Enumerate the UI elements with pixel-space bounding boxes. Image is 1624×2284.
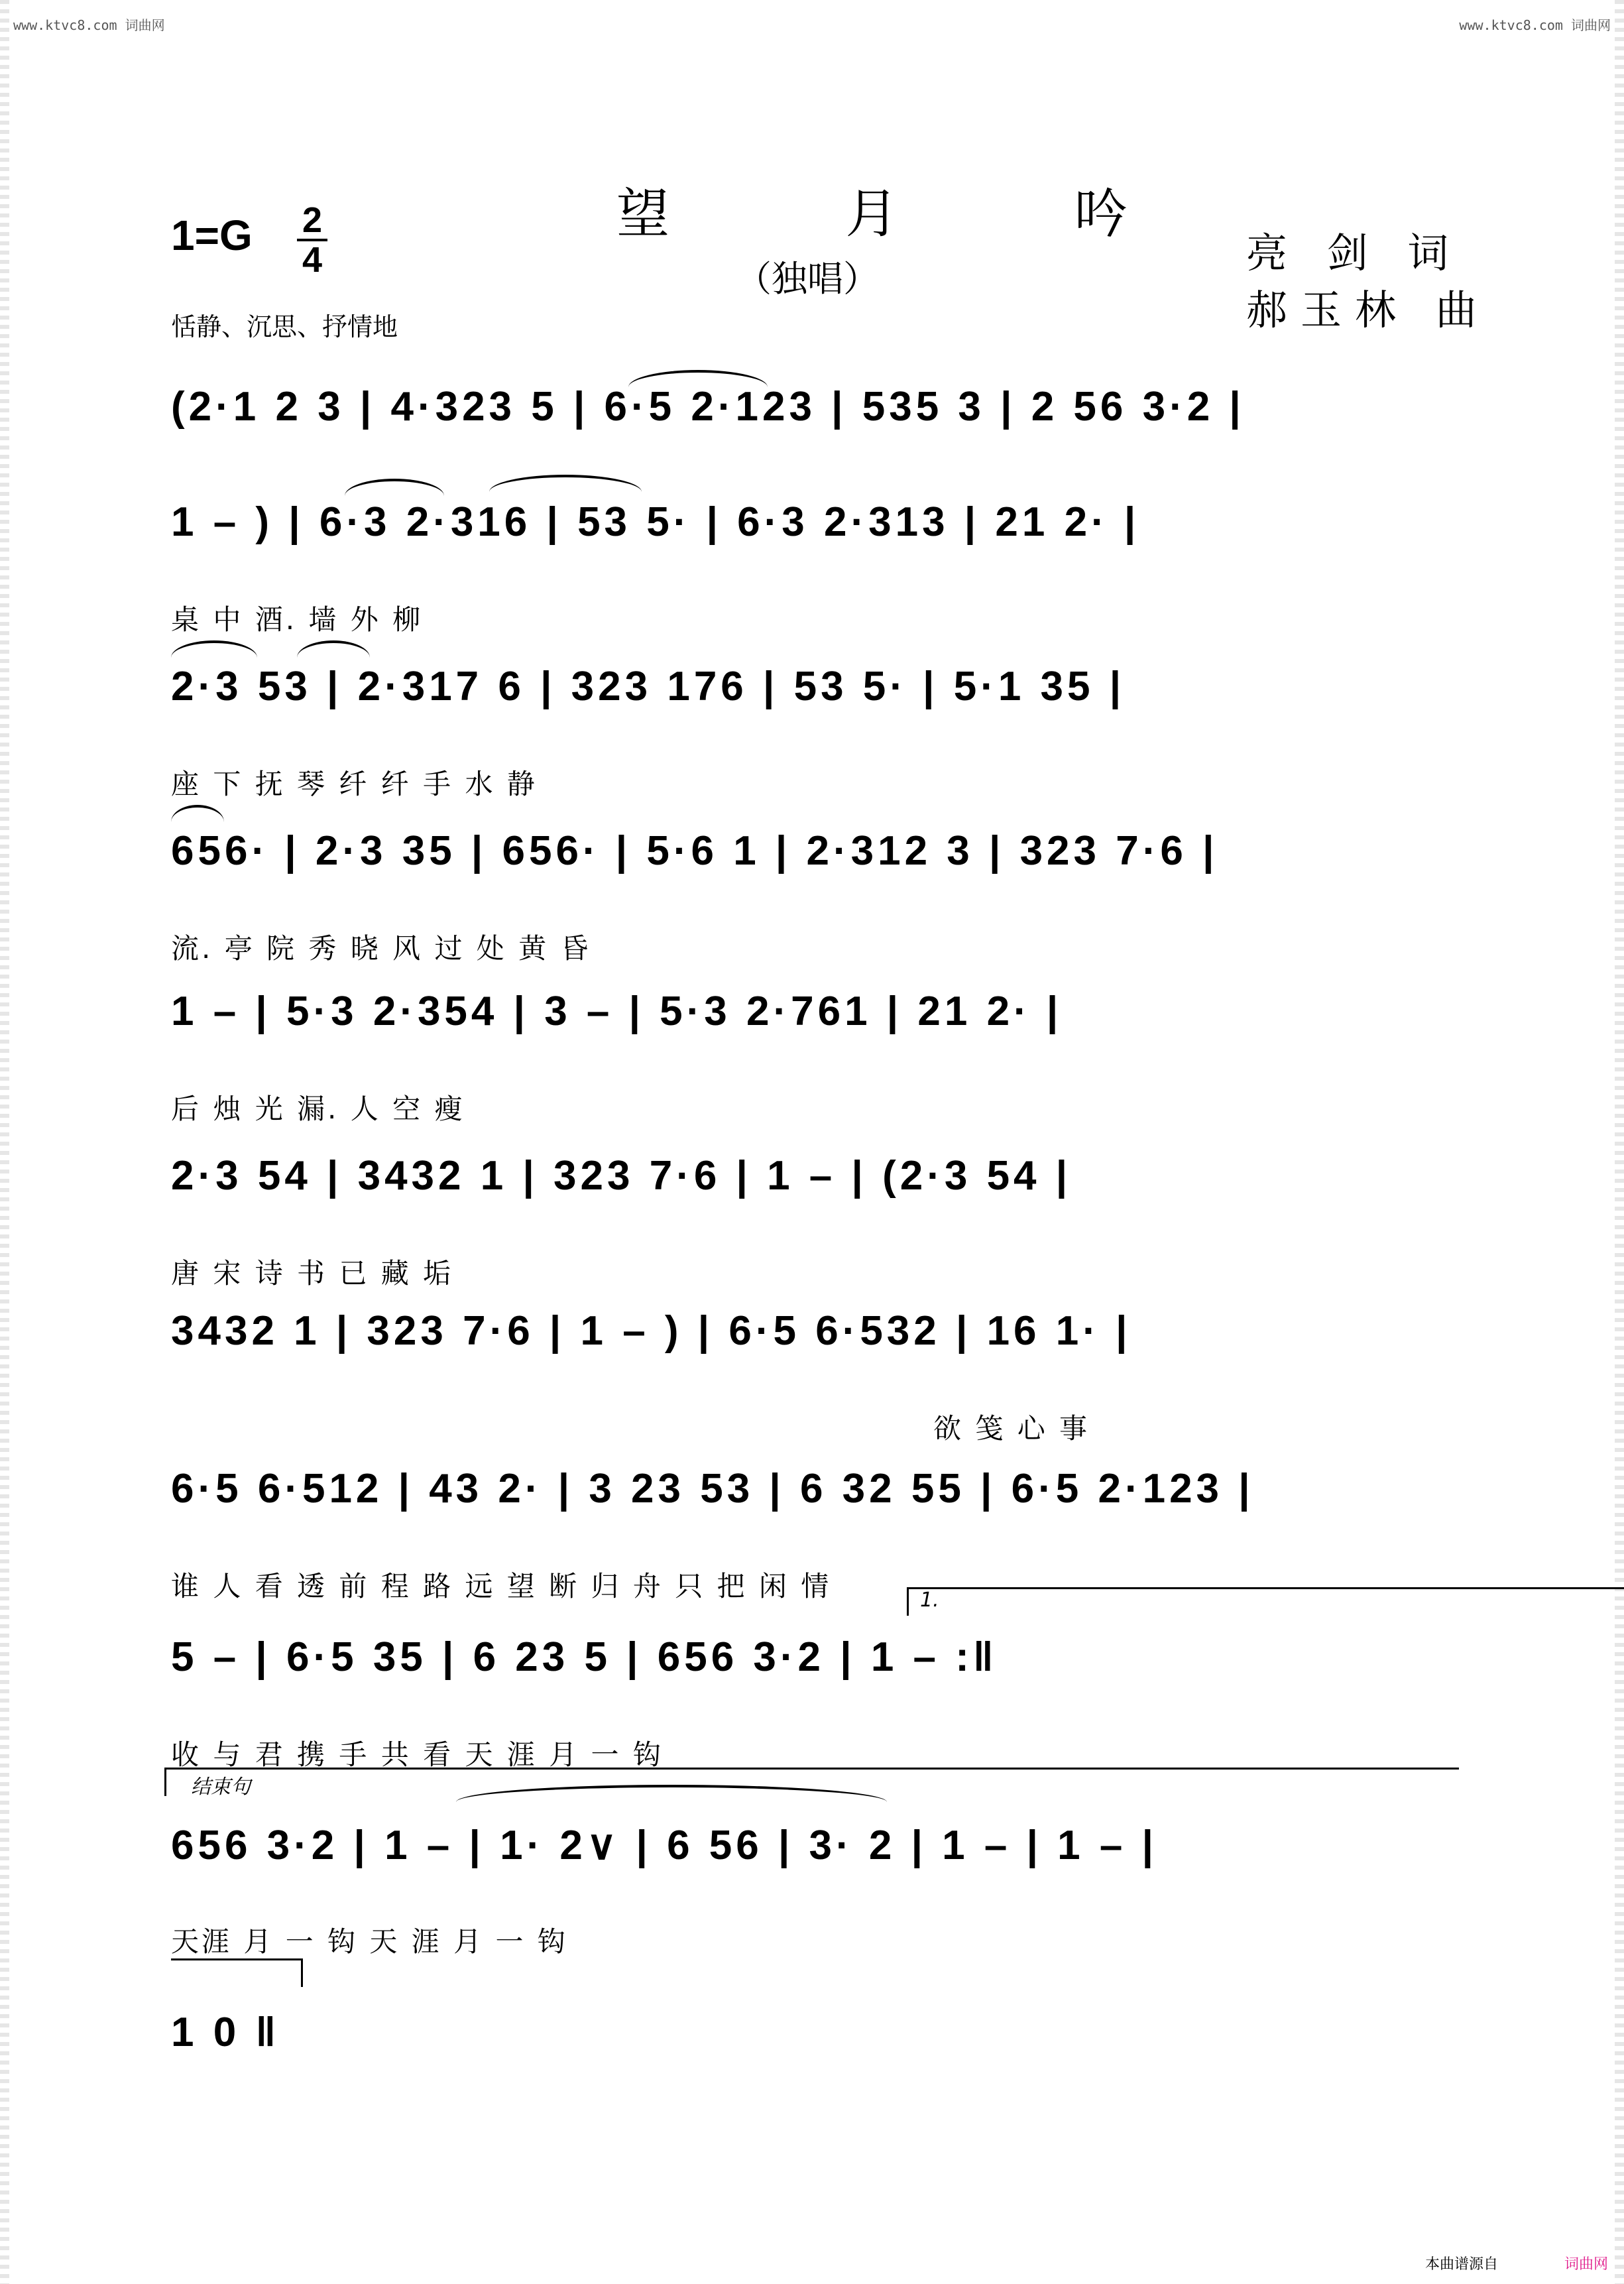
key-signature: 1=G: [171, 211, 253, 259]
row-8-notes: 6·5 6·512 | 43 2· | 3 23 53 | 6 32 55 | 6·5 2·123 |: [171, 1466, 1254, 1512]
row-6-notes: 2·3 54 | 3432 1 | 323 7·6 | 1 – | (2·3 54 |: [171, 1153, 1072, 1199]
tempo-marking: 恬静、沉思、抒情地: [171, 312, 398, 341]
slur: [628, 370, 768, 387]
composer-credit: 郝玉林 曲: [1246, 286, 1490, 334]
row-2-lyrics: 桌 中 酒. 墙 外 柳: [171, 603, 424, 636]
lyricist-credit: 亮 剑 词: [1246, 229, 1462, 277]
coda-bracket: [171, 1958, 303, 1987]
row-10-notes: 656 3·2 | 1 – | 1· 2∨ | 6 56 | 3· 2 | 1 – | 1 – |: [171, 1823, 1157, 1868]
first-ending-bracket: [907, 1587, 1624, 1616]
slur: [171, 640, 257, 658]
header-left: www.ktvc8.com 词曲网: [13, 17, 165, 33]
row-1-notes: (2·1 2 3 | 4·323 5 | 6·5 2·123 | 535 3 | 2 56 3·2 |: [171, 384, 1245, 430]
song-subtitle: （独唱）: [736, 258, 879, 300]
slur: [489, 475, 642, 492]
final-ending-label: 结束句: [191, 1775, 251, 1799]
row-5-notes: 1 – | 5·3 2·354 | 3 – | 5·3 2·761 | 21 2· |: [171, 989, 1063, 1034]
row-3-lyrics: 座 下 抚 琴 纤 纤 手 水 静: [171, 768, 538, 800]
row-3-notes: 2·3 53 | 2·317 6 | 323 176 | 53 5· | 5·1 35 |: [171, 664, 1126, 709]
footer-site[interactable]: 词曲网: [1564, 2256, 1609, 2273]
row-5-lyrics: 后 烛 光 漏. 人 空 瘦: [171, 1093, 465, 1125]
row-6-lyrics: 唐 宋 诗 书 已 藏 垢: [171, 1257, 454, 1290]
slur: [171, 805, 224, 822]
header-right: www.ktvc8.com 词曲网: [1459, 17, 1611, 33]
row-4-lyrics: 流. 亭 院 秀 晓 风 过 处 黄 昏: [171, 932, 591, 965]
row-8-lyrics: 谁 人 看 透 前 程 路 远 望 断 归 舟 只 把 闲 情: [171, 1570, 832, 1602]
row-11-notes: 1 0 ‖: [171, 2010, 280, 2055]
row-9-notes: 5 – | 6·5 35 | 6 23 5 | 656 3·2 | 1 – :‖: [171, 1634, 998, 1680]
row-7-lyrics: 欲 笺 心 事: [933, 1412, 1090, 1445]
row-4-notes: 656· | 2·3 35 | 656· | 5·6 1 | 2·312 3 | 323 7·6 |: [171, 828, 1218, 874]
footer-source: 本曲谱源自: [1425, 2256, 1499, 2273]
row-10-lyrics: 天涯 月 一 钩 天 涯 月 一 钩: [171, 1925, 568, 1958]
song-title: 望 月 吟: [616, 183, 1207, 245]
slur: [297, 640, 370, 658]
left-edge-pattern: [0, 0, 9, 2284]
row-9-lyrics: 收 与 君 携 手 共 看 天 涯 月 一 钩: [171, 1738, 664, 1771]
time-sig-top: 2: [302, 200, 323, 240]
row-7-notes: 3432 1 | 323 7·6 | 1 – ) | 6·5 6·532 | 16 1· |: [171, 1308, 1131, 1354]
time-signature: [297, 200, 327, 280]
time-sig-bottom: 4: [302, 240, 323, 280]
row-2-notes: 1 – ) | 6·3 2·316 | 53 5· | 6·3 2·313 | 21 2· |: [171, 499, 1140, 545]
slur: [345, 479, 444, 496]
first-ending-label: 1.: [920, 1589, 939, 1612]
right-edge-pattern: [1615, 0, 1624, 2284]
